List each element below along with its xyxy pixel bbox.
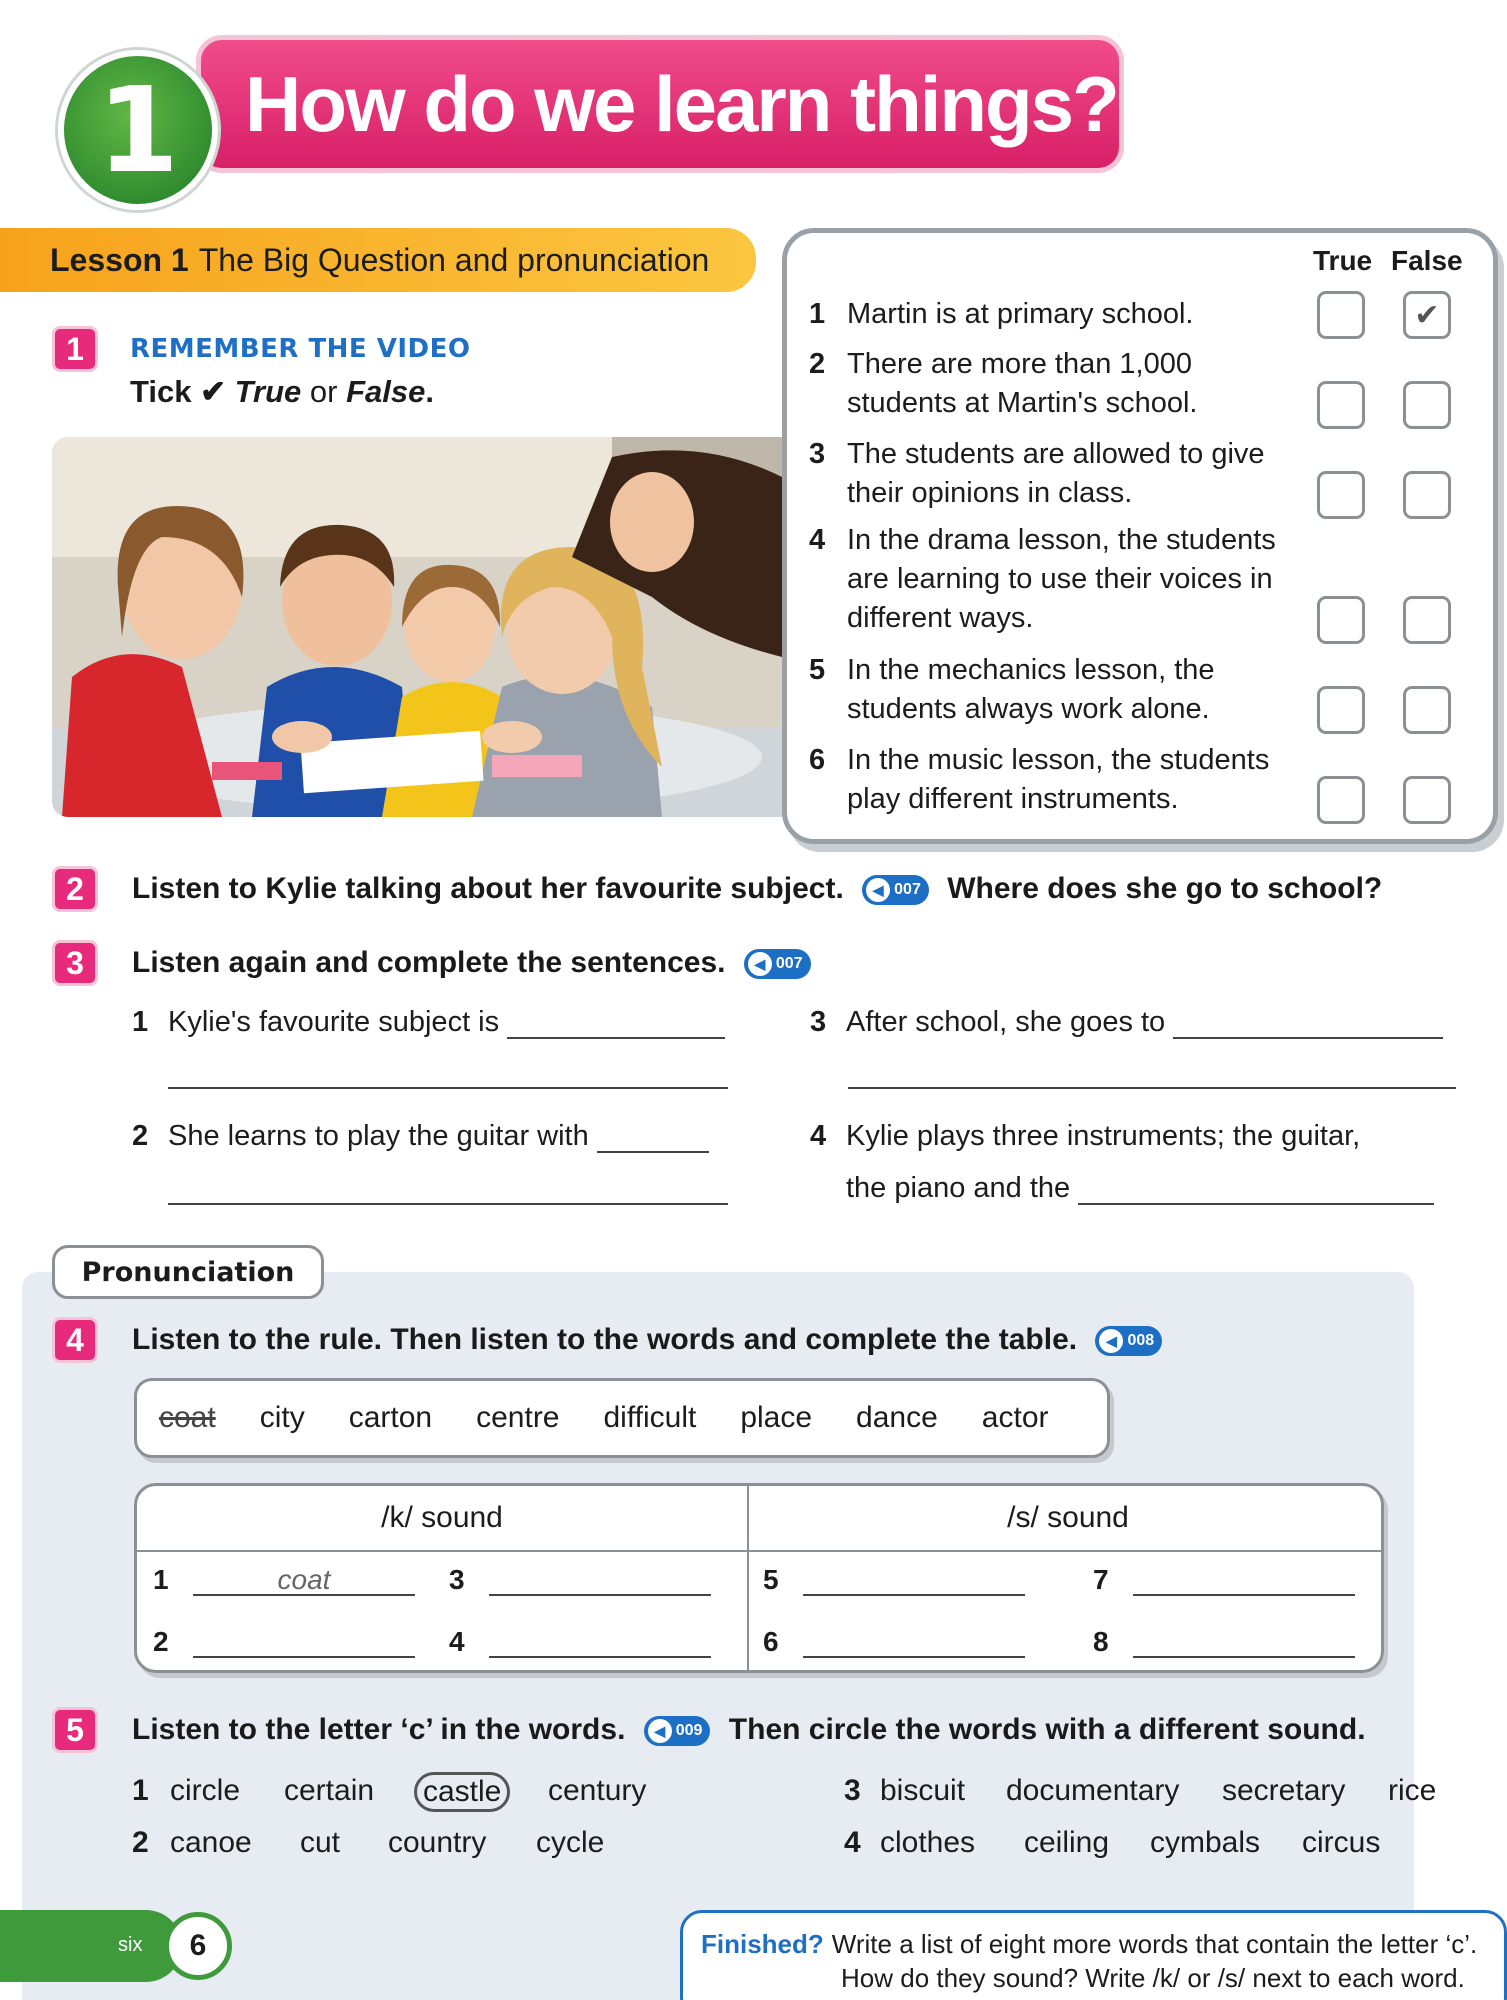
footer-bar	[0, 1910, 182, 1982]
table-cell-4-answer[interactable]	[489, 1626, 711, 1658]
unit-title-banner	[196, 35, 1124, 173]
sentence-3: 3 After school, she goes to	[810, 1006, 1443, 1039]
speaker-icon: ◀	[866, 878, 890, 902]
statement-5-true-checkbox[interactable]	[1317, 686, 1365, 734]
sentence-2: 2 She learns to play the guitar with	[132, 1120, 709, 1153]
pronunciation-tab: Pronunciation	[52, 1245, 324, 1299]
page-number: 6	[164, 1912, 232, 1980]
sentence-3-blank[interactable]	[1173, 1009, 1443, 1039]
word-row-4-number: 4	[844, 1826, 861, 1859]
statement-4-false-checkbox[interactable]	[1403, 596, 1451, 644]
activity-1-badge: 1	[52, 326, 98, 372]
students-illustration	[52, 437, 782, 817]
sentence-2-line-2[interactable]	[168, 1203, 728, 1205]
table-cell-2-answer[interactable]	[193, 1626, 415, 1658]
word-option[interactable]: rice	[1388, 1774, 1437, 1807]
sentence-4-blank[interactable]	[1078, 1175, 1434, 1205]
s-sound-header: /s/ sound	[1007, 1501, 1129, 1534]
word-option[interactable]: clothes	[880, 1826, 976, 1859]
word-bank-word: centre	[476, 1401, 560, 1434]
unit-number-badge	[58, 50, 218, 210]
table-cell-7-answer[interactable]	[1133, 1564, 1355, 1596]
statement-1-true-checkbox[interactable]	[1317, 291, 1365, 339]
table-cell-3: 3	[449, 1564, 711, 1596]
statement-6-false-checkbox[interactable]	[1403, 776, 1451, 824]
table-cell-6: 6	[763, 1626, 1025, 1658]
word-row-2-number: 2	[132, 1826, 149, 1859]
word-row-1-number: 1	[132, 1774, 149, 1807]
word-option[interactable]: cymbals	[1150, 1826, 1261, 1859]
word-bank-word: place	[740, 1401, 813, 1434]
word-bank-word: difficult	[603, 1401, 697, 1434]
k-sound-header: /k/ sound	[381, 1501, 503, 1534]
finished-label: Finished?	[701, 1929, 824, 1959]
table-cell-3-answer[interactable]	[489, 1564, 711, 1596]
statement-4-true-checkbox[interactable]	[1317, 596, 1365, 644]
word-option[interactable]: certain	[284, 1774, 375, 1807]
false-column-header: False	[1391, 245, 1463, 276]
speaker-icon: ◀	[748, 952, 772, 976]
check-mark-icon: ✔	[1414, 297, 1440, 333]
word-bank-word: dance	[856, 1401, 938, 1434]
activity-5-badge: 5	[52, 1707, 98, 1753]
word-option-circled[interactable]: castle	[414, 1772, 510, 1812]
word-bank-word: coat	[159, 1401, 216, 1434]
word-option[interactable]: secretary	[1222, 1774, 1346, 1807]
true-column-header: True	[1313, 245, 1373, 276]
lesson-bar	[0, 228, 756, 292]
activity-1-heading: REMEMBER THE VIDEO	[130, 334, 471, 364]
statement-1-false-checkbox[interactable]	[1403, 291, 1451, 339]
table-cell-5-answer[interactable]	[803, 1564, 1025, 1596]
sentence-3-line-2[interactable]	[848, 1087, 1456, 1089]
activity-1-instruction: Tick ✔ True or False.	[130, 374, 434, 409]
unit-number: 1	[96, 61, 180, 199]
sentence-1-line-2[interactable]	[168, 1087, 728, 1089]
activity-2-badge: 2	[52, 866, 98, 912]
finished-line-2: How do they sound? Write /k/ or /s/ next to each word.	[841, 1963, 1465, 1993]
statement-6-true-checkbox[interactable]	[1317, 776, 1365, 824]
statement-2: 2 There are more than 1,000 students at Martin's school.	[809, 348, 1198, 419]
word-row-3-number: 3	[844, 1774, 861, 1807]
table-cell-5: 5	[763, 1564, 1025, 1596]
table-cell-2: 2	[153, 1626, 415, 1658]
word-option[interactable]: circle	[170, 1774, 241, 1807]
table-cell-4: 4	[449, 1626, 711, 1658]
audio-track-007-button[interactable]: ◀ 007	[862, 875, 929, 905]
table-cell-1-answer[interactable]: coat	[193, 1564, 415, 1596]
page-number-word: six	[118, 1934, 143, 1956]
table-cell-6-answer[interactable]	[803, 1626, 1025, 1658]
table-cell-8: 8	[1093, 1626, 1355, 1658]
word-option[interactable]: country	[388, 1826, 487, 1859]
word-bank-word: city	[259, 1401, 305, 1434]
table-cell-1: 1 coat	[153, 1564, 415, 1596]
statement-6: 6 In the music lesson, the students play different instruments.	[809, 744, 1270, 815]
word-option[interactable]: documentary	[1006, 1774, 1180, 1807]
finished-task-box	[680, 1910, 1507, 2000]
activity-4-badge: 4	[52, 1317, 98, 1363]
activity-4-instruction: Listen to the rule. Then listen to the words and complete the table. ◀ 008	[132, 1323, 1172, 1357]
statement-5-false-checkbox[interactable]	[1403, 686, 1451, 734]
lesson-label: Lesson 1	[50, 241, 189, 278]
word-option[interactable]: century	[548, 1774, 647, 1807]
statement-3-true-checkbox[interactable]	[1317, 471, 1365, 519]
statement-2-true-checkbox[interactable]	[1317, 381, 1365, 429]
audio-track-008-button[interactable]: ◀ 008	[1095, 1326, 1162, 1356]
statement-1: 1 Martin is at primary school.	[809, 298, 1194, 330]
word-option[interactable]: canoe	[170, 1826, 252, 1859]
table-cell-7: 7	[1093, 1564, 1355, 1596]
sentence-1: 1 Kylie's favourite subject is	[132, 1006, 725, 1039]
speaker-icon: ◀	[1099, 1329, 1123, 1353]
speaker-icon: ◀	[648, 1719, 672, 1743]
word-option[interactable]: cut	[300, 1826, 341, 1859]
sentence-4-continued: the piano and the	[846, 1172, 1434, 1205]
sentence-1-blank[interactable]	[507, 1009, 725, 1039]
word-option[interactable]: circus	[1302, 1826, 1381, 1859]
sentence-4: 4 Kylie plays three instruments; the guitar,	[810, 1120, 1361, 1152]
statement-3: 3 The students are allowed to give their opinions in class.	[809, 438, 1265, 509]
statement-2-false-checkbox[interactable]	[1403, 381, 1451, 429]
activity-2-instruction: Listen to Kylie talking about her favourite subject. ◀ 007 Where does she go to school?	[132, 872, 1383, 905]
activity-5-instruction: Listen to the letter ‘c’ in the words. ◀ 009 Then circle the words with a different sound.	[132, 1713, 1366, 1746]
word-bank	[134, 1378, 1110, 1458]
audio-track-007-button[interactable]: ◀ 007	[744, 949, 811, 979]
statement-5: 5 In the mechanics lesson, the students always work alone.	[809, 654, 1215, 725]
activity-3-badge: 3	[52, 940, 98, 986]
word-bank-word: carton	[348, 1401, 433, 1434]
activity-3-instruction: Listen again and complete the sentences. ◀ 007	[132, 946, 821, 980]
word-option[interactable]: cycle	[536, 1826, 605, 1859]
word-option[interactable]: biscuit	[880, 1774, 966, 1807]
sound-table	[134, 1483, 1384, 1673]
unit-title: How do we learn things?	[245, 59, 1118, 148]
word-option[interactable]: ceiling	[1024, 1826, 1110, 1859]
sentence-2-blank[interactable]	[597, 1123, 709, 1153]
students-photo	[52, 437, 782, 817]
finished-line-1: Write a list of eight more words that contain the letter ‘c’.	[831, 1929, 1478, 1959]
table-cell-8-answer[interactable]	[1133, 1626, 1355, 1658]
statement-3-false-checkbox[interactable]	[1403, 471, 1451, 519]
audio-track-009-button[interactable]: ◀ 009	[644, 1716, 711, 1746]
statement-4: 4 In the drama lesson, the students are learning to use their voices in different ways.	[809, 524, 1276, 634]
word-bank-word: actor	[981, 1401, 1049, 1434]
lesson-title: The Big Question and pronunciation	[198, 241, 710, 278]
true-false-panel	[782, 228, 1498, 844]
